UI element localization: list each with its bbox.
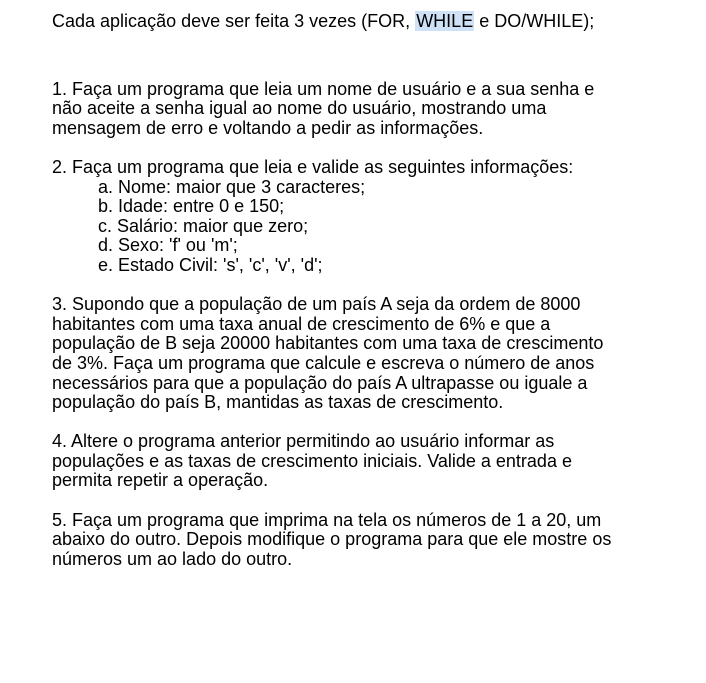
intro-text-before: Cada aplicação deve ser feita 3 vezes (FOR, — [52, 11, 416, 31]
exercise-line: não aceite a senha igual ao nome do usuário, mostrando uma — [52, 98, 547, 119]
exercise-2 — [52, 158, 702, 276]
exercise-line: mensagem de erro e voltando a pedir as informações. — [52, 117, 484, 138]
sub-item-idade: b. Idade: entre 0 e 150; — [98, 196, 285, 217]
exercise-line: 5. Faça um programa que imprima na tela os números de 1 a 20, um — [52, 509, 602, 530]
exercise-line: números um ao lado do outro. — [52, 548, 293, 569]
exercise-line: populações e as taxas de crescimento iniciais. Valide a entrada e — [52, 450, 572, 471]
exercise-line: de 3%. Faça um programa que calcule e escreva o número de anos — [52, 352, 595, 373]
selected-text[interactable]: WHILE — [416, 11, 474, 31]
intro-paragraph — [52, 12, 702, 32]
exercise-line: 3. Supondo que a população de um país A seja da ordem de 8000 — [52, 294, 581, 315]
exercise-line: 2. Faça um programa que leia e valide as seguintes informações: — [52, 156, 574, 177]
exercise-line: população do país B, mantidas as taxas de crescimento. — [52, 392, 504, 413]
sub-item-salario: c. Salário: maior que zero; — [98, 215, 309, 236]
intro-text-after: e DO/WHILE); — [474, 11, 595, 31]
exercise-5 — [52, 511, 702, 570]
exercise-4 — [52, 432, 702, 491]
exercise-1 — [52, 80, 702, 139]
sub-item-sexo: d. Sexo: 'f' ou 'm'; — [98, 235, 238, 256]
exercise-line: 1. Faça um programa que leia um nome de usuário e a sua senha e — [52, 78, 595, 99]
document-body[interactable] — [52, 12, 702, 589]
exercise-line: 4. Altere o programa anterior permitindo ao usuário informar as — [52, 431, 555, 452]
sub-item-nome: a. Nome: maior que 3 caracteres; — [98, 176, 366, 197]
exercise-line: permita repetir a operação. — [52, 470, 269, 491]
sub-item-estado-civil: e. Estado Civil: 's', 'c', 'v', 'd'; — [98, 254, 323, 275]
exercise-3 — [52, 295, 702, 413]
exercise-line: abaixo do outro. Depois modifique o programa para que ele mostre os — [52, 529, 612, 550]
exercise-line: população de B seja 20000 habitantes com uma taxa de crescimento — [52, 333, 604, 354]
exercise-line: habitantes com uma taxa anual de crescimento de 6% e que a — [52, 313, 551, 334]
exercise-line: necessários para que a população do país A ultrapasse ou iguale a — [52, 372, 588, 393]
